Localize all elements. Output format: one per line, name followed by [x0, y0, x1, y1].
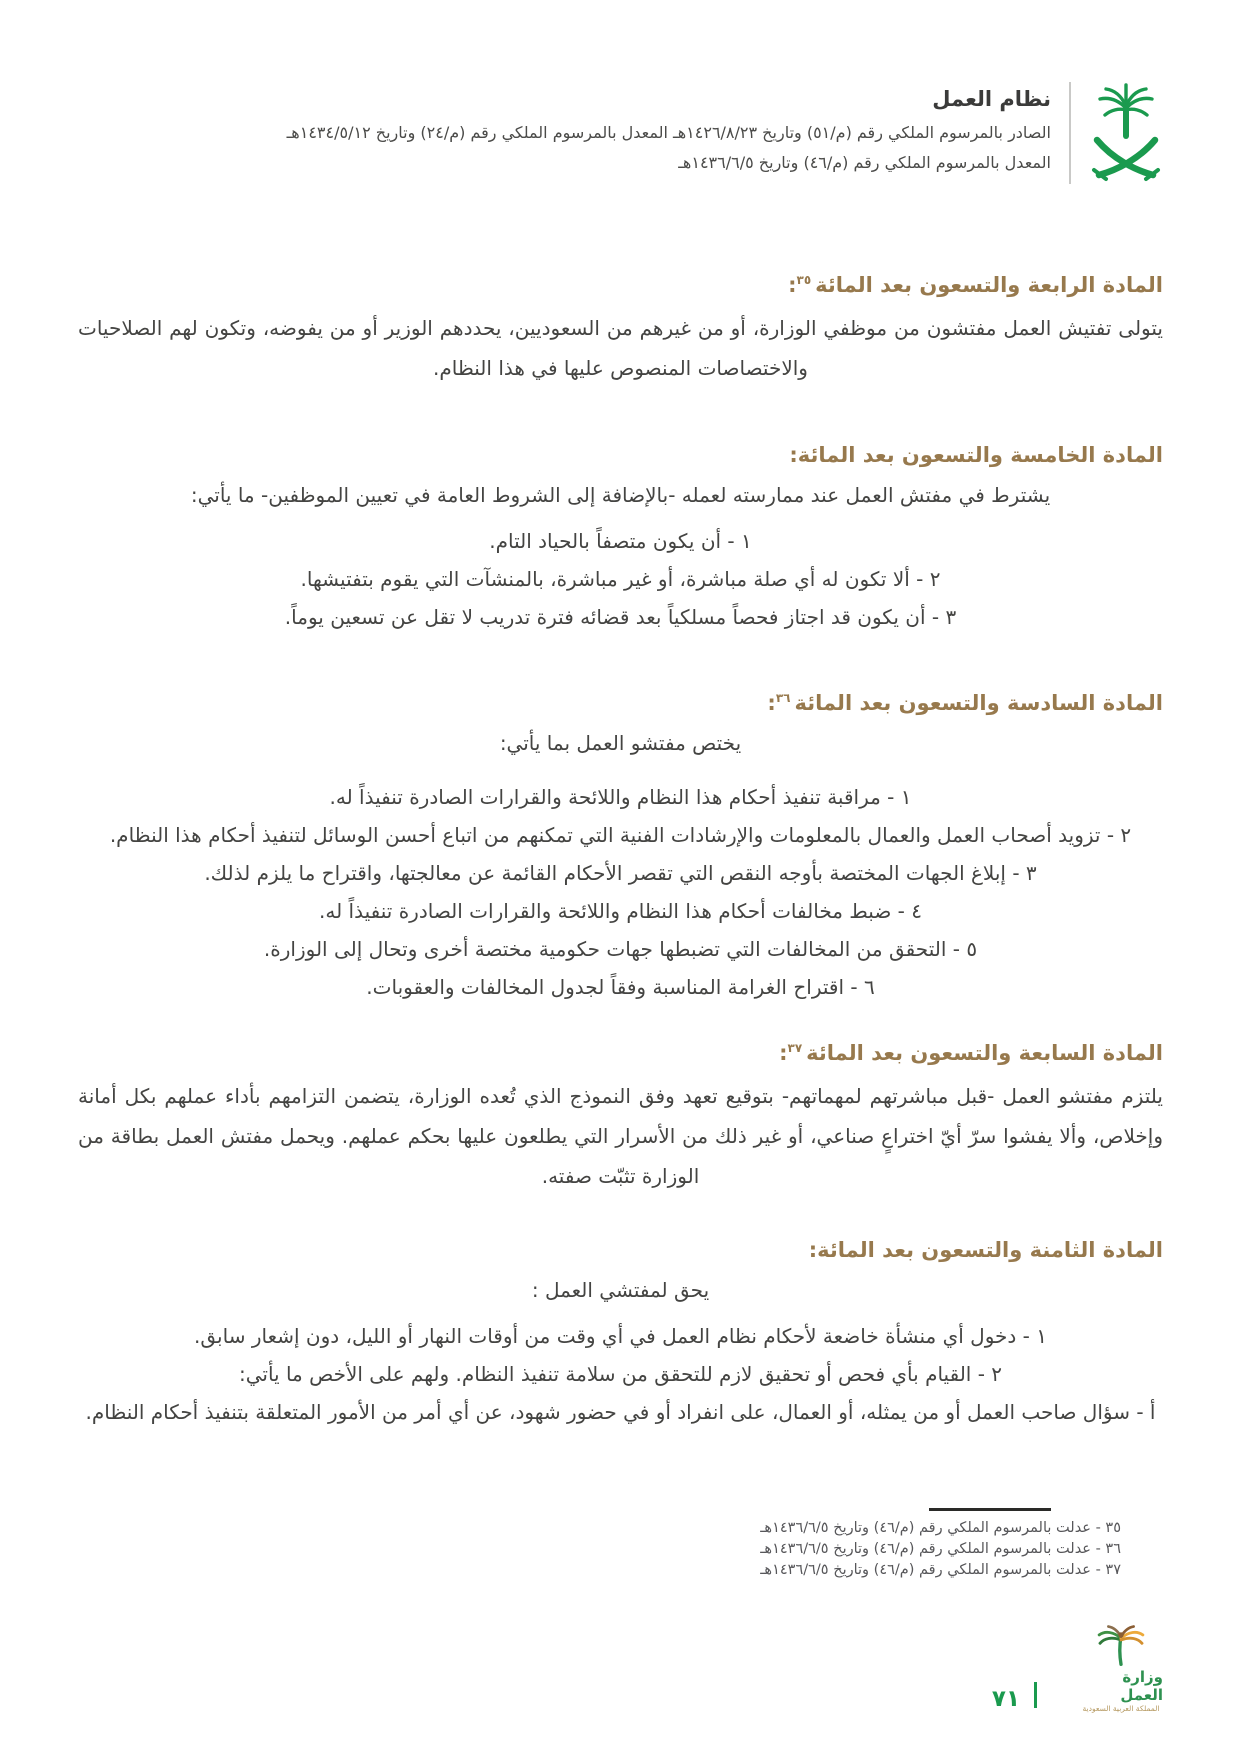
article-heading-text: المادة الثامنة والتسعون بعد المائة [817, 1238, 1163, 1262]
ministry-palm-icon [1095, 1624, 1147, 1666]
list-item: ٣ - أن يكون قد اجتاز فحصاً مسلكياً بعد قضائه فترة تدريب لا تقل عن تسعين يوماً. [284, 605, 957, 629]
footnote-line: ٣٦ - عدلت بالمرسوم الملكي رقم (م/٤٦) وتاريخ ١٤٣٦/٦/٥هـ [760, 1541, 1121, 1557]
document-subtitle-line1: الصادر بالمرسوم الملكي رقم (م/٥١) وتاريخ ١٤٢٦/٨/٢٣هـ المعدل بالمرسوم الملكي رقم (م/٢٤) وتاريخ ١٤٣٤/٥/١٢هـ [286, 123, 1051, 142]
footnote-line: ٣٧ - عدلت بالمرسوم الملكي رقم (م/٤٦) وتاريخ ١٤٣٦/٦/٥هـ [760, 1562, 1121, 1578]
list-item: ٢ - تزويد أصحاب العمل والعمال بالمعلومات والإرشادات الفنية التي تمكنهم من اتباع أحسن الوسائل لتنفيذ أحكام هذا النظام. [109, 823, 1132, 847]
article-heading [78, 440, 1163, 470]
list-item: ٢ - ألا تكون له أي صلة مباشرة، أو غير مباشرة، بالمنشآت التي يقوم بتفتيشها. [300, 567, 941, 591]
article-intro: يشترط في مفتش العمل عند ممارسته لعمله -بالإضافة إلى الشروط العامة في تعيين الموظفين- ما يأتي: [190, 483, 1051, 507]
footnote-ref-marker: ٣٥ [796, 273, 812, 287]
article-195 [78, 440, 1163, 636]
heading-colon: : [779, 1041, 788, 1065]
header-text-block [287, 82, 1051, 178]
list-subitem: أ - سؤال صاحب العمل أو من يمثله، أو العمال، على انفراد أو في حضور شهود، عن أي أمر من الأمور المتعلقة بتنفيذ أحكام النظام. [85, 1400, 1156, 1424]
document-header [78, 82, 1163, 184]
article-198 [78, 1235, 1163, 1431]
article-heading [78, 265, 1163, 300]
list-item: ٥ - التحقق من المخالفات التي تضبطها جهات حكومية مختصة أخرى وتحال إلى الوزارة. [263, 937, 978, 961]
article-list [78, 522, 1163, 636]
article-194 [78, 265, 1163, 388]
list-item: ٢ - القيام بأي فحص أو تحقيق لازم للتحقق من سلامة تنفيذ النظام. ولهم على الأخص ما يأتي: [238, 1362, 1003, 1386]
heading-colon: : [808, 1238, 818, 1262]
list-item: ٤ - ضبط مخالفات أحكام هذا النظام واللائحة والقرارات الصادرة تنفيذاً له. [319, 899, 922, 923]
footnote-ref-marker: ٣٧ [787, 1041, 803, 1055]
document-body [78, 250, 1163, 1431]
heading-colon: : [788, 273, 797, 297]
footnotes-block [760, 1508, 1121, 1581]
article-heading-text: المادة السابعة والتسعون بعد المائة [806, 1041, 1163, 1065]
ministry-name: وزارة العمل [1120, 1668, 1163, 1704]
list-item: ١ - دخول أي منشأة خاضعة لأحكام نظام العمل في أي وقت من أوقات النهار أو الليل، دون إشعار سابق. [194, 1324, 1047, 1348]
header-divider [1069, 82, 1071, 184]
page-number-divider [1034, 1682, 1037, 1708]
heading-colon: : [789, 443, 798, 467]
document-subtitle-line2: المعدل بالمرسوم الملكي رقم (م/٤٦) وتاريخ ١٤٣٦/٦/٥هـ [678, 153, 1051, 172]
ministry-logo [1079, 1624, 1163, 1714]
page-footer [992, 1624, 1163, 1714]
list-item: ١ - مراقبة تنفيذ أحكام هذا النظام واللائحة والقرارات الصادرة تنفيذاً له. [329, 785, 912, 809]
article-heading-text: المادة السادسة والتسعون بعد المائة [794, 691, 1163, 715]
article-heading [78, 1235, 1163, 1265]
article-heading-text: المادة الخامسة والتسعون بعد المائة [797, 443, 1163, 467]
article-intro: يختص مفتشو العمل بما يأتي: [499, 731, 742, 755]
article-196 [78, 683, 1163, 1006]
article-list [78, 1317, 1163, 1431]
list-item: ٦ - اقتراح الغرامة المناسبة وفقاً لجدول المخالفات والعقوبات. [366, 975, 875, 999]
footnote-ref-marker: ٣٦ [775, 691, 791, 705]
article-intro: يحق لمفتشي العمل : [531, 1278, 710, 1302]
list-item: ٣ - إبلاغ الجهات المختصة بأوجه النقص التي تقصر الأحكام القائمة عن معالجتها، واقتراح ما يلزم لذلك. [204, 861, 1037, 885]
article-heading-text: المادة الرابعة والتسعون بعد المائة [815, 273, 1163, 297]
article-heading [78, 1033, 1163, 1068]
article-heading [78, 683, 1163, 718]
saudi-emblem-icon [1089, 82, 1163, 184]
ministry-tagline: المملكة العربية السعودية [1082, 1704, 1160, 1713]
page-number: ٧١ [991, 1686, 1020, 1712]
article-list [78, 778, 1163, 1006]
footnotes-separator [929, 1508, 1051, 1511]
document-title: نظام العمل [932, 87, 1051, 111]
article-197 [78, 1033, 1163, 1196]
list-item: ١ - أن يكون متصفاً بالحياد التام. [489, 529, 752, 553]
article-paragraph: يلتزم مفتشو العمل -قبل مباشرتهم لمهماتهم- بتوقيع تعهد وفق النموذج الذي تُعده الوزارة، يتضمن التزامهم بأداء عملهم بكل أمانة وإخلاص، وألا يفشوا سرّ أيّ اختراعٍ صناعي، أو غير ذلك من الأسرار التي يطلعون عليها بحكم عملهم. ويحمل مفتش العمل بطاقة من الوزارة تثبّت صفته. [78, 1084, 1163, 1188]
heading-colon: : [767, 691, 776, 715]
footnote-line: ٣٥ - عدلت بالمرسوم الملكي رقم (م/٤٦) وتاريخ ١٤٣٦/٦/٥هـ [760, 1520, 1121, 1536]
article-paragraph: يتولى تفتيش العمل مفتشون من موظفي الوزارة، أو من غيرهم من السعوديين، يحددهم الوزير أو من يفوضه، وتكون لهم الصلاحيات والاختصاصات المنصوص عليها في هذا النظام. [78, 316, 1163, 380]
